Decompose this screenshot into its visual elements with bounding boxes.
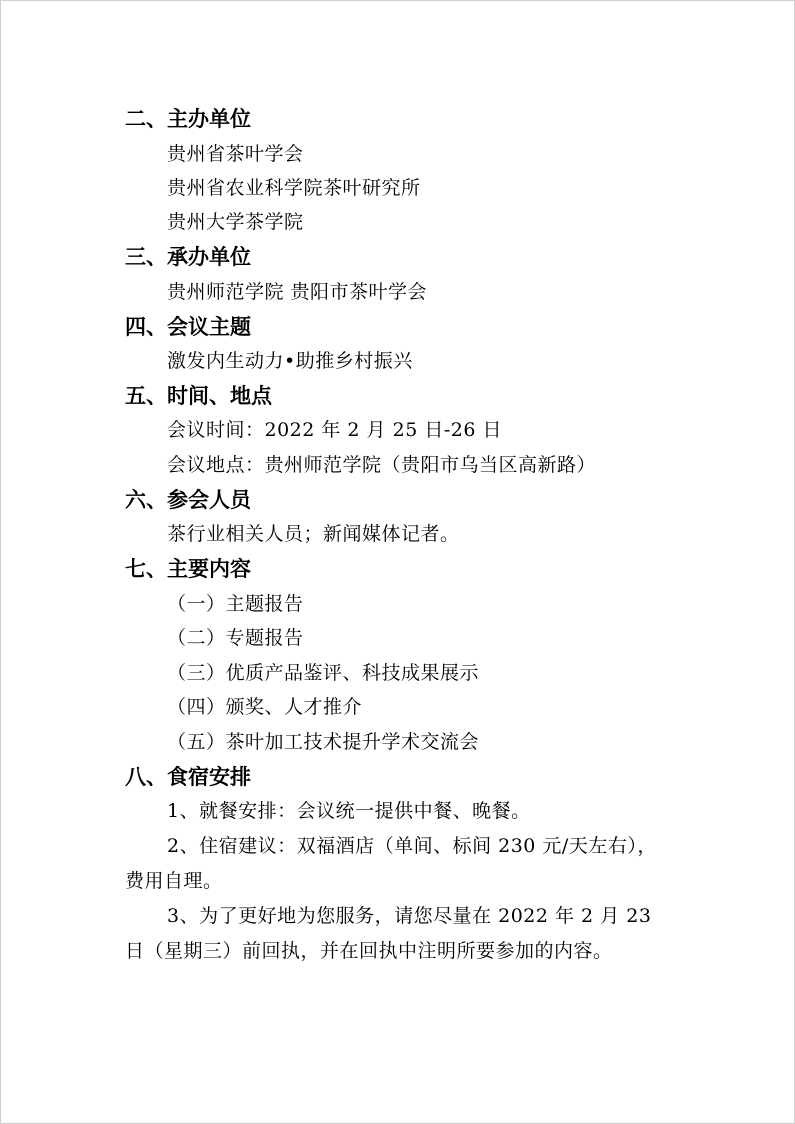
meeting-place: 会议地点：贵州师范学院（贵阳市乌当区高新路） — [167, 454, 597, 476]
content-item: （三）优质产品鉴评、科技成果展示 — [167, 662, 480, 684]
content-item: （五）茶叶加工技术提升学术交流会 — [167, 731, 480, 753]
section-heading-co-organizers: 三、承办单位 — [125, 245, 251, 269]
co-organizer-line: 贵州师范学院 贵阳市茶叶学会 — [167, 281, 428, 303]
accommodation-line: 日（星期三）前回执，并在回执中注明所要参加的内容。 — [125, 940, 613, 962]
section-heading-theme: 四、会议主题 — [125, 315, 251, 339]
section-heading-main-content: 七、主要内容 — [125, 557, 251, 581]
content-item: （四）颁奖、人才推介 — [167, 696, 363, 718]
section-heading-time-place: 五、时间、地点 — [125, 384, 272, 408]
accommodation-line: 费用自理。 — [125, 870, 223, 892]
attendees-line: 茶行业相关人员；新闻媒体记者。 — [167, 523, 460, 545]
content-item: （一）主题报告 — [167, 593, 304, 615]
section-heading-accommodation: 八、食宿安排 — [125, 765, 251, 789]
content-item: （二）专题报告 — [167, 627, 304, 649]
accommodation-line: 1、就餐安排：会议统一提供中餐、晚餐。 — [167, 800, 531, 822]
organizer-line: 贵州大学茶学院 — [167, 211, 304, 233]
accommodation-line: 3、为了更好地为您服务，请您尽量在 2022 年 2 月 23 — [167, 905, 652, 927]
meeting-time: 会议时间：2022 年 2 月 25 日-26 日 — [167, 419, 502, 441]
section-heading-attendees: 六、参会人员 — [125, 488, 251, 512]
organizer-line: 贵州省农业科学院茶叶研究所 — [167, 177, 421, 199]
accommodation-line: 2、住宿建议：双福酒店（单间、标间 230 元/天左右）， — [167, 835, 657, 857]
theme-line: 激发内生动力•助推乡村振兴 — [167, 350, 413, 372]
organizer-line: 贵州省茶叶学会 — [167, 143, 304, 165]
section-heading-organizers: 二、主办单位 — [125, 107, 251, 131]
